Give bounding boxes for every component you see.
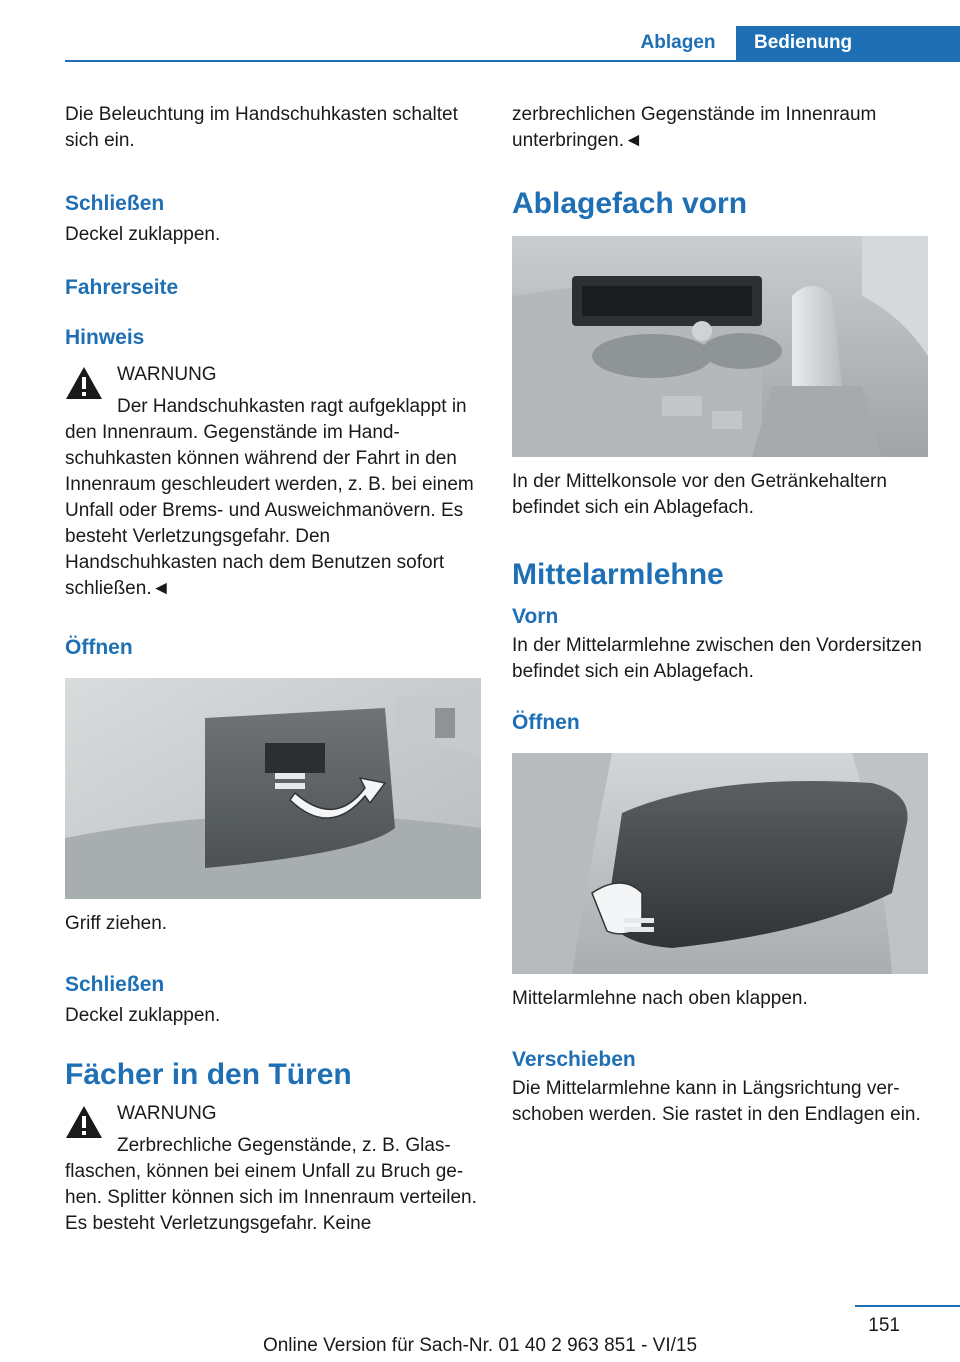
heading-mittelarmlehne: Mittelarmlehne — [512, 558, 724, 591]
heading-oeffnen: Öffnen — [65, 636, 133, 659]
heading-ablagefach-vorn: Ablagefach vorn — [512, 187, 748, 220]
text-vorn: In der Mittelarmlehne zwischen den Vordersitzen befindet sich ein Ablagefach. — [512, 635, 922, 682]
armrest-image — [512, 753, 928, 974]
online-version-note: Online Version für Sach-Nr. 01 40 2 963 851 - VI/15 — [262, 1335, 698, 1356]
center-console-tray-image — [512, 236, 928, 457]
header-rule — [65, 60, 960, 62]
warning-label-2: WARNUNG — [117, 1103, 217, 1124]
warning-label: WARNUNG — [117, 364, 217, 385]
heading-oeffnen-armrest: Öffnen — [512, 711, 580, 734]
left-column — [65, 100, 481, 1237]
heading-vorn: Vorn — [512, 605, 559, 628]
page-number: 151 — [868, 1315, 900, 1336]
paragraph-lighting: Die Beleuchtung im Handschuhkasten schaltet sich ein. — [65, 104, 458, 151]
warning-triangle-icon — [65, 1105, 103, 1139]
heading-verschieben: Verschieben — [512, 1048, 636, 1071]
heading-faecher-in-den-tueren: Fächer in den Türen — [65, 1058, 352, 1091]
text-ablagefach: In der Mittelkonsole vor den Getränkehaltern befindet sich ein Ablagefach. — [512, 471, 887, 518]
warning-triangle-icon — [65, 366, 103, 400]
warning-block-doors — [65, 1101, 481, 1237]
text-continuation: zerbrechlichen Gegenstände im Innenraum unterbringen.◄ — [512, 104, 877, 151]
glovebox-handle-image — [65, 678, 481, 899]
text-schliessen-2: Deckel zuklappen. — [65, 1005, 221, 1026]
heading-schliessen: Schließen — [65, 192, 165, 215]
heading-fahrerseite: Fahrerseite — [65, 276, 179, 299]
warning-text: Der Handschuhkasten ragt aufgeklappt in den Innenraum. Gegenstände im Handschuhkasten können während der Fahrt in den Innenraum geschleudert werden, z. B. bei einem Unfall oder Brems- und Ausweichmanövern. Es besteht Verletzungsgefahr. Den Handschuhkasten nach dem Benutzen sofort schließen.◄ — [65, 396, 474, 599]
text-schliessen: Deckel zuklappen. — [65, 224, 221, 245]
right-column — [512, 100, 928, 1128]
footer-rule — [855, 1305, 960, 1307]
text-griff-ziehen: Griff ziehen. — [65, 913, 168, 934]
tab-bedienung[interactable]: Bedienung — [736, 26, 960, 60]
heading-hinweis: Hinweis — [65, 326, 145, 349]
warning-text-2: Zerbrechliche Gegenstände, z. B. Glasflaschen, können bei einem Unfall zu Bruch gehen. Splitter können sich im Innenraum verteilen. Es besteht Verletzungsgefahr. Keine — [65, 1135, 477, 1234]
tab-ablagen[interactable]: Ablagen — [622, 26, 734, 60]
warning-block-glovebox — [65, 362, 481, 602]
text-verschieben: Die Mittelarmlehne kann in Längsrichtung verschoben werden. Sie rastet in den Endlagen ein. — [512, 1078, 921, 1125]
text-klappen: Mittelarmlehne nach oben klappen. — [512, 988, 808, 1009]
heading-schliessen-2: Schließen — [65, 973, 165, 996]
